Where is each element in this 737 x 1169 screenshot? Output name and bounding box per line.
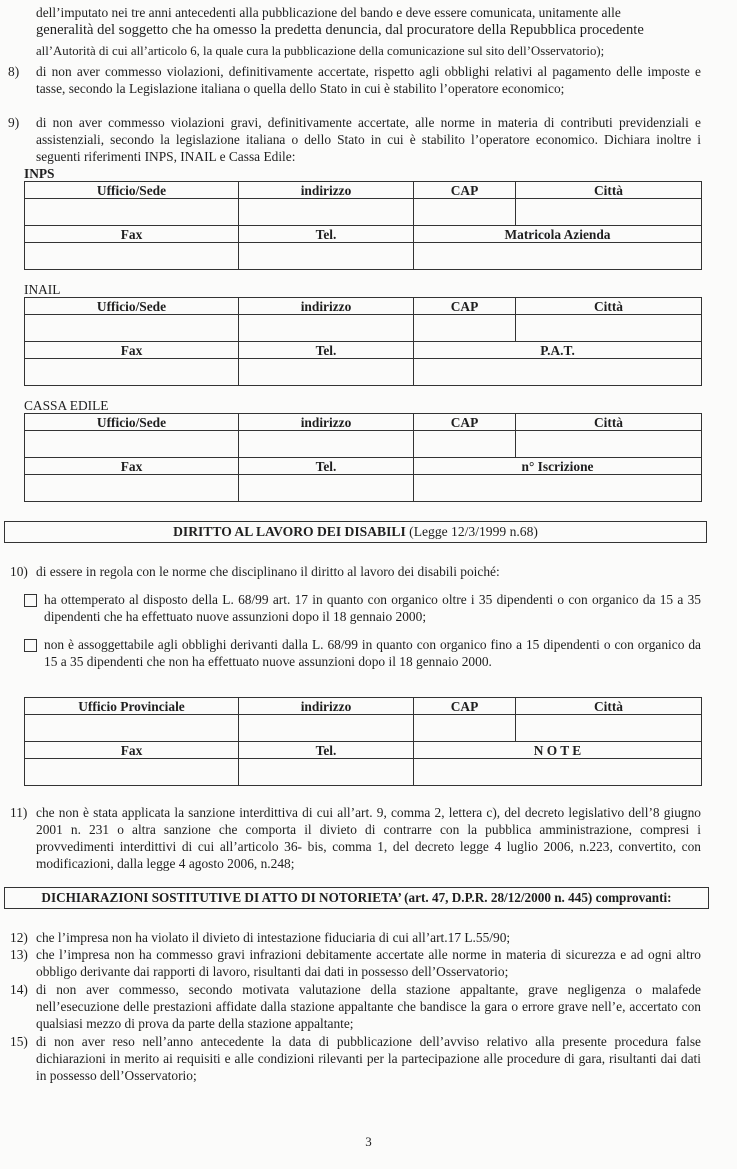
inps-cap-field[interactable] [414, 199, 516, 226]
item-12-text: che l’impresa non ha violato il divieto di intestazione fiduciaria di cui all’art.17 L.55/90; [36, 930, 511, 945]
ufficio-provinciale-table [24, 697, 702, 786]
intro-line-3: all’Autorità di cui all’articolo 6, la quale cura la pubblicazione della comunicazione sul sito dell’Osservatorio); [36, 44, 605, 58]
disabili-title-law: (Legge 12/3/1999 n.68) [405, 524, 538, 539]
inps-ufficio-field[interactable] [25, 199, 239, 226]
item-14-text: di non aver commesso, secondo motivata valutazione della stazione appaltante, grave negligenza o malafede nell’esecuzione delle prestazioni affidate dalla stazione appaltante che bandisce la gara o errore grave nell’e, accertato con qualsiasi mezzo di prova da parte della stazione appaltante; [36, 982, 701, 1031]
item-13-number: 13) [10, 947, 28, 962]
prov-indirizzo-field[interactable] [239, 715, 414, 742]
inail-indirizzo-field[interactable] [239, 315, 414, 342]
prov-note-field[interactable] [414, 759, 702, 786]
prov-citta-field[interactable] [516, 715, 702, 742]
item-10-number: 10) [10, 564, 28, 579]
cassa-header-fax: Fax [25, 458, 239, 475]
item-10-text: di essere in regola con le norme che disciplinano il diritto al lavoro dei disabili poiché: [36, 564, 500, 579]
cassa-header-tel: Tel. [239, 458, 414, 475]
inail-fax-field[interactable] [25, 359, 239, 386]
prov-cap-field[interactable] [414, 715, 516, 742]
inps-header-citta: Città [516, 182, 702, 199]
inail-table [24, 297, 702, 386]
inps-header-indirizzo: indirizzo [239, 182, 414, 199]
cassa-edile-label: CASSA EDILE [24, 398, 109, 413]
item-8-number: 8) [8, 64, 20, 79]
item-13-text: che l’impresa non ha commesso gravi infrazioni debitamente accertate alle norme in materia di sicurezza e ad ogni altro obbligo derivante dai rapporti di lavoro, risultanti dai dati in possesso dell’Osservatorio; [36, 947, 701, 979]
inps-header-tel: Tel. [239, 226, 414, 243]
cassa-header-iscrizione: n° Iscrizione [414, 458, 702, 475]
item-9-text: di non aver commesso violazioni gravi, definitivamente accertate, alle norme in materia di contributi previdenziali e assistenziali, secondo la legislazione italiana o dello Stato in cui è stabilito l’operatore economico. Dichiara inoltre i seguenti riferimenti INPS, INAIL e Cassa Edile: [36, 115, 701, 164]
prov-header-fax: Fax [25, 742, 239, 759]
cassa-tel-field[interactable] [239, 475, 414, 502]
page-number: 3 [365, 1134, 372, 1149]
cassa-edile-table [24, 413, 702, 502]
option-ottemperato-checkbox[interactable] [24, 594, 37, 607]
inail-tel-field[interactable] [239, 359, 414, 386]
item-15-text: di non aver reso nell’anno antecedente la data di pubblicazione dell’avviso relativo alla presente procedura false dichiarazioni in merito ai requisiti e alle condizioni rilevanti per la partecipazione alle procedure di gara, risultanti dai dati in possesso dell’Osservatorio; [36, 1034, 701, 1083]
inps-tel-field[interactable] [239, 243, 414, 270]
prov-header-tel: Tel. [239, 742, 414, 759]
option-non-assoggettabile-text: non è assoggettabile agli obblighi derivanti dalla L. 68/99 in quanto con organico fino a 15 dipendenti o con organico da 15 a 35 dipendenti che non ha effettuato nuove assunzioni dopo il 18 gennaio 2000. [44, 637, 701, 669]
inail-header-cap: CAP [414, 298, 516, 315]
item-11-text: che non è stata applicata la sanzione interdittiva di cui all’art. 9, comma 2, lettera c), del decreto legislativo dell’8 giugno 2001 n. 231 o altra sanzione che comporta il divieto di contrarre con la pubblica amministrazione, compresi i provvedimenti interdittivi di cui all’articolo 36- bis, comma 1, del decreto legge 4 luglio 2006, n.223, convertito, con modificazioni, dalla legge 4 agosto 2006, n.248; [36, 805, 701, 871]
prov-header-ufficio: Ufficio Provinciale [25, 698, 239, 715]
inps-indirizzo-field[interactable] [239, 199, 414, 226]
item-14-number: 14) [10, 982, 28, 997]
inail-label: INAIL [24, 282, 61, 297]
item-15-number: 15) [10, 1034, 28, 1049]
inps-label: INPS [24, 166, 55, 181]
cassa-header-citta: Città [516, 414, 702, 431]
dichiarazioni-section-title: DICHIARAZIONI SOSTITUTIVE DI ATTO DI NOTORIETA’ (art. 47, D.P.R. 28/12/2000 n. 445) comprovanti: [4, 887, 709, 909]
inps-citta-field[interactable] [516, 199, 702, 226]
inps-table [24, 181, 702, 270]
prov-header-indirizzo: indirizzo [239, 698, 414, 715]
cassa-header-ufficio: Ufficio/Sede [25, 414, 239, 431]
disabili-section-title [4, 521, 707, 543]
cassa-indirizzo-field[interactable] [239, 431, 414, 458]
prov-header-note: N O T E [414, 742, 702, 759]
inail-header-tel: Tel. [239, 342, 414, 359]
item-11-number: 11) [10, 805, 28, 820]
prov-ufficio-field[interactable] [25, 715, 239, 742]
inps-header-ufficio: Ufficio/Sede [25, 182, 239, 199]
cassa-header-cap: CAP [414, 414, 516, 431]
prov-header-cap: CAP [414, 698, 516, 715]
inps-header-matricola: Matricola Azienda [414, 226, 702, 243]
inail-pat-field[interactable] [414, 359, 702, 386]
cassa-header-indirizzo: indirizzo [239, 414, 414, 431]
inail-header-citta: Città [516, 298, 702, 315]
intro-line-2: generalità del soggetto che ha omesso la predetta denuncia, dal procuratore della Repubblica procedente [36, 22, 644, 38]
option-ottemperato-text: ha ottemperato al disposto della L. 68/99 art. 17 in quanto con organico oltre i 35 dipendenti o con organico da 15 a 35 dipendenti che ha effettuato nuove assunzioni dopo il 18 gennaio 2000; [44, 592, 701, 624]
item-8-text: di non aver commesso violazioni, definitivamente accertate, rispetto agli obblighi relativi al pagamento delle imposte e tasse, secondo la Legislazione italiana o quella dello Stato in cui è stabilito l’operatore economico; [36, 64, 701, 96]
option-non-assoggettabile-checkbox[interactable] [24, 639, 37, 652]
cassa-cap-field[interactable] [414, 431, 516, 458]
prov-fax-field[interactable] [25, 759, 239, 786]
inail-citta-field[interactable] [516, 315, 702, 342]
inps-matricola-field[interactable] [414, 243, 702, 270]
disabili-title-bold: DIRITTO AL LAVORO DEI DISABILI [173, 524, 406, 539]
item-12-number: 12) [10, 930, 28, 945]
prov-tel-field[interactable] [239, 759, 414, 786]
inail-cap-field[interactable] [414, 315, 516, 342]
inail-header-ufficio: Ufficio/Sede [25, 298, 239, 315]
prov-header-citta: Città [516, 698, 702, 715]
cassa-ufficio-field[interactable] [25, 431, 239, 458]
inail-header-indirizzo: indirizzo [239, 298, 414, 315]
inail-header-fax: Fax [25, 342, 239, 359]
cassa-citta-field[interactable] [516, 431, 702, 458]
cassa-fax-field[interactable] [25, 475, 239, 502]
inps-fax-field[interactable] [25, 243, 239, 270]
cassa-iscrizione-field[interactable] [414, 475, 702, 502]
intro-line-1: dell’imputato nei tre anni antecedenti alla pubblicazione del bando e deve essere comunicata, unitamente alle [36, 5, 621, 20]
item-9-number: 9) [8, 115, 20, 130]
inps-header-cap: CAP [414, 182, 516, 199]
inail-ufficio-field[interactable] [25, 315, 239, 342]
inps-header-fax: Fax [25, 226, 239, 243]
inail-header-pat: P.A.T. [414, 342, 702, 359]
